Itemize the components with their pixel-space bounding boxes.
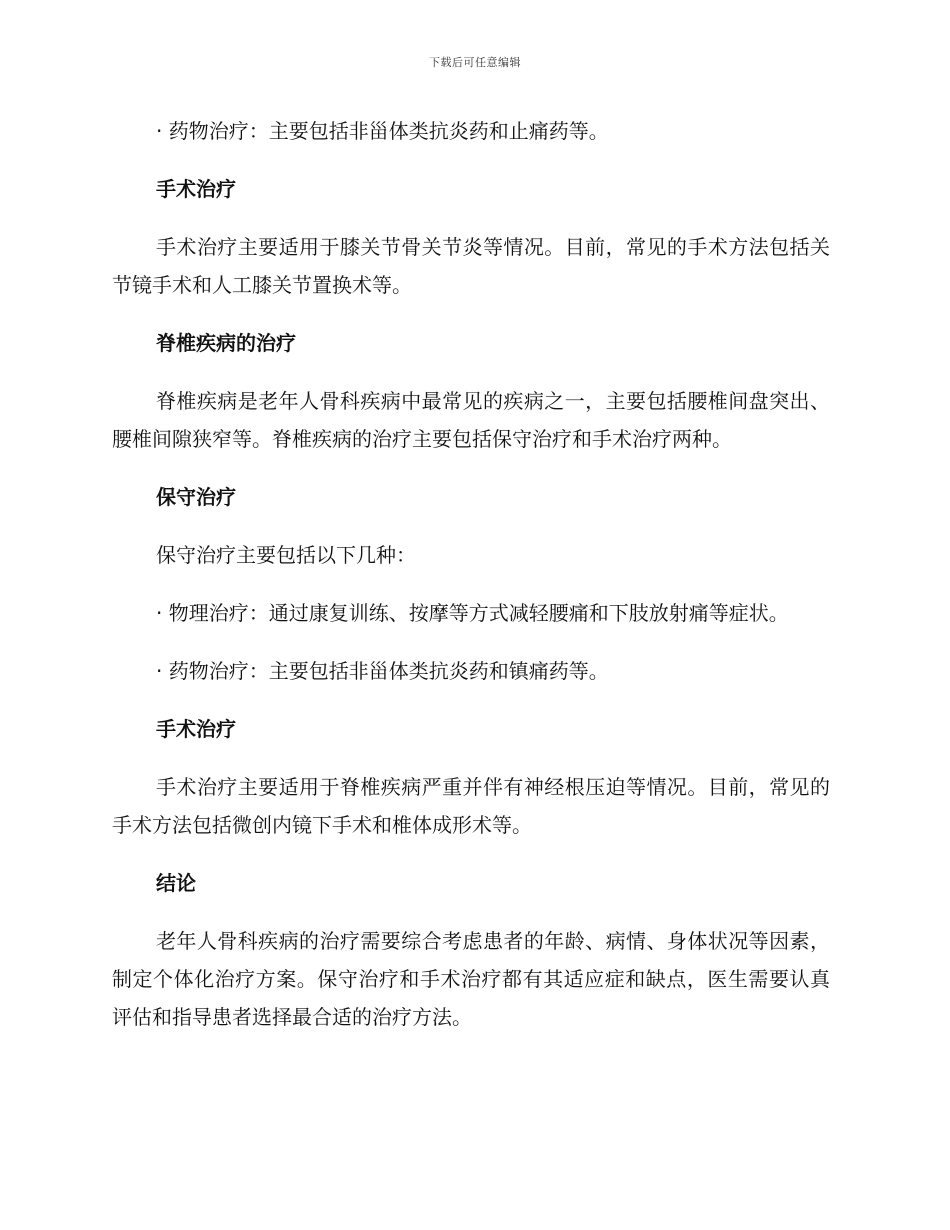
paragraph-spine-intro: 脊椎疾病是老年人骨科疾病中最常见的疾病之一，主要包括腰椎间盘突出、腰椎间隙狭窄等。脊椎疾病的治疗主要包括保守治疗和手术治疗两种。 <box>112 389 830 451</box>
paragraph-conservative-intro: 保守治疗主要包括以下几种： <box>156 543 416 567</box>
document-body <box>112 112 830 1056</box>
section-heading-conservative: 保守治疗 <box>156 485 236 509</box>
page-header-note: 下载后可任意编辑 <box>429 56 521 69</box>
bullet-drug-therapy-knee: · 药物治疗：主要包括非甾体类抗炎药和止痛药等。 <box>156 119 609 143</box>
section-heading-surgery-spine: 手术治疗 <box>156 717 236 741</box>
section-heading-spine-treatment: 脊椎疾病的治疗 <box>156 331 296 355</box>
section-heading-surgery-knee: 手术治疗 <box>156 177 236 201</box>
bullet-drug-therapy-spine: · 药物治疗：主要包括非甾体类抗炎药和镇痛药等。 <box>156 659 609 683</box>
section-heading-conclusion: 结论 <box>156 871 196 895</box>
paragraph-surgery-knee: 手术治疗主要适用于膝关节骨关节炎等情况。目前，常见的手术方法包括关节镜手术和人工膝关节置换术等。 <box>112 235 830 297</box>
paragraph-conclusion: 老年人骨科疾病的治疗需要综合考虑患者的年龄、病情、身体状况等因素，制定个体化治疗方案。保守治疗和手术治疗都有其适应症和缺点，医生需要认真评估和指导患者选择最合适的治疗方法。 <box>112 929 830 1029</box>
bullet-physical-therapy: · 物理治疗：通过康复训练、按摩等方式减轻腰痛和下肢放射痛等症状。 <box>156 601 789 625</box>
paragraph-surgery-spine: 手术治疗主要适用于脊椎疾病严重并伴有神经根压迫等情况。目前，常见的手术方法包括微创内镜下手术和椎体成形术等。 <box>112 775 830 837</box>
